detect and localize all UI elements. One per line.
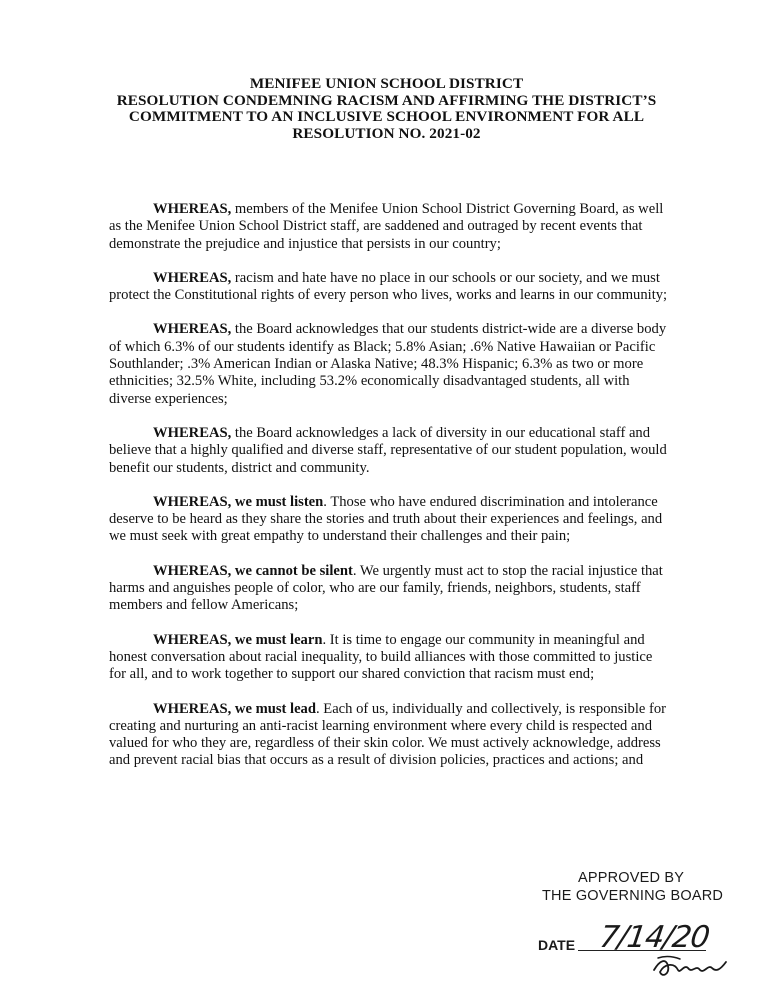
whereas-paragraph-2 (109, 270, 669, 305)
resolution-title-line-1: RESOLUTION CONDEMNING RACISM AND AFFIRMING THE DISTRICT’S (116, 91, 657, 109)
stamp-governing-board: THE GOVERNING BOARD (542, 888, 724, 904)
resolution-number: RESOLUTION NO. 2021-02 (292, 124, 481, 142)
whereas-paragraph-1 (109, 201, 669, 253)
resolution-title-line-2: COMMITMENT TO AN INCLUSIVE SCHOOL ENVIRONMENT FOR ALL (128, 108, 645, 125)
paragraph-text: racism and hate have no place in our schools or our society, and we must protect the Constitutional rights of every person who lives, works and learns in our community; (109, 269, 668, 304)
whereas-paragraph-8 (109, 701, 669, 770)
paragraph-lead: WHEREAS, we must learn (153, 631, 323, 648)
paragraph-lead: WHEREAS, (153, 424, 232, 441)
paragraph-text: . Each of us, individually and collectively, is responsible for creating and nurturing an anti-racist learning environment where every child is respected and valued for who they are, regardless of their skin color. We must actively acknowledge, address and prevent racial bias that occurs as a result of division policies, practices and actions; and (109, 700, 667, 769)
paragraph-text: the Board acknowledges that our students district-wide are a diverse body of which 6.3% of our students identify as Black; 5.8% Asian; .6% Native Hawaiian or Pacific Southlander; .3% American Indian or Alaska Native; 48.3% Hispanic; 6.3% as two or more ethnicities; 32.5% White, including 53.2% economically disadvantaged students, all with diverse experiences; (109, 321, 667, 407)
paragraph-text: . It is time to engage our community in meaningful and honest conversation about racial inequality, to build alliances with those committed to justice for all, and to work together to support our shared conviction that racism must end; (109, 631, 653, 683)
document-header (80, 76, 693, 142)
stamp-approved-by: APPROVED BY (578, 870, 685, 886)
paragraph-lead: WHEREAS, (153, 269, 232, 286)
paragraph-lead: WHEREAS, we must lead (153, 700, 316, 717)
whereas-paragraph-6 (109, 563, 669, 615)
whereas-paragraph-3 (109, 321, 669, 407)
paragraph-text: . Those who have endured discrimination and intolerance deserve to be heard as they share the stories and truth about their experiences and feelings, and we must seek with great empathy to understand their challenges and their pain; (109, 493, 663, 545)
date-label: DATE (538, 937, 576, 953)
paragraph-lead: WHEREAS, (153, 201, 232, 217)
paragraph-lead: WHEREAS, (153, 321, 232, 338)
resolution-body (109, 201, 669, 787)
whereas-paragraph-4 (109, 425, 669, 477)
paragraph-lead: WHEREAS, we cannot be silent (153, 562, 353, 579)
paragraph-lead: WHEREAS, we must listen (153, 493, 324, 510)
handwritten-date: 7/14/20 (597, 920, 712, 955)
paragraph-text: members of the Menifee Union School District Governing Board, as well as the Menifee Union School District staff, are saddened and outraged by recent events that demonstrate the prejudice and injustice that persists in our country; (109, 201, 664, 252)
paragraph-text: the Board acknowledges a lack of diversity in our educational staff and believe that a highly qualified and diverse staff, representative of our student population, would benefit our students, district and community. (109, 424, 667, 476)
district-name: MENIFEE UNION SCHOOL DISTRICT (249, 75, 524, 92)
whereas-paragraph-5 (109, 494, 669, 546)
paragraph-text: . We urgently must act to stop the racial injustice that harms and anguishes people of color, who are our family, friends, neighbors, students, staff members and fellow Americans; (109, 562, 663, 614)
handwritten-initials (650, 952, 730, 982)
whereas-paragraph-7 (109, 632, 669, 684)
